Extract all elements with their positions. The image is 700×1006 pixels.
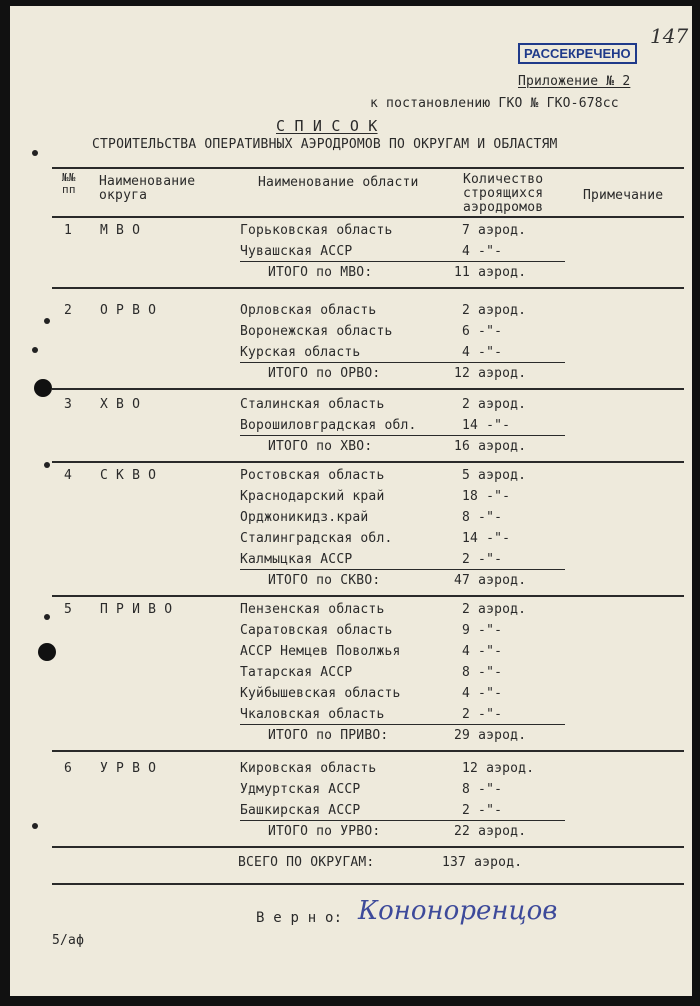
punch-hole [38, 643, 56, 661]
region-name: Чувашская АССР [240, 244, 353, 259]
district-number: 4 [64, 468, 73, 483]
subtotal-rule [240, 362, 565, 363]
header-num: №№ пп [62, 171, 76, 196]
region-name: Саратовская область [240, 623, 393, 638]
region-count: 4 -"- [462, 345, 503, 360]
page-number: 147 [650, 24, 689, 48]
region-name: Калмыцкая АССР [240, 552, 353, 567]
margin-mark [44, 318, 50, 324]
district-number: 3 [64, 397, 73, 412]
margin-mark [44, 462, 50, 468]
region-count: 6 -"- [462, 324, 503, 339]
header-note: Примечание [583, 188, 664, 203]
region-count: 2 аэрод. [462, 602, 527, 617]
group-separator [52, 461, 684, 463]
region-count: 8 -"- [462, 510, 503, 525]
appendix-label: Приложение № 2 [518, 74, 631, 89]
region-count: 4 -"- [462, 644, 503, 659]
district-name: С К В О [100, 468, 157, 483]
region-count: 2 -"- [462, 707, 503, 722]
region-count: 4 -"- [462, 686, 503, 701]
region-count: 9 -"- [462, 623, 503, 638]
region-count: 8 -"- [462, 665, 503, 680]
header-district: Наименование округа [99, 174, 196, 203]
region-name: Ворошиловградская обл. [240, 418, 417, 433]
district-name: Х В О [100, 397, 141, 412]
district-name: М В О [100, 223, 141, 238]
group-separator [52, 388, 684, 390]
district-number: 2 [64, 303, 73, 318]
region-count: 14 -"- [462, 531, 511, 546]
subtotal-rule [240, 261, 565, 262]
group-separator [52, 750, 684, 752]
subtotal-label: ИТОГО по МВО: [268, 265, 373, 280]
subtotal-label: ИТОГО по ОРВО: [268, 366, 381, 381]
region-name: Орджоникидз.край [240, 510, 369, 525]
subtotal-rule [240, 435, 565, 436]
district-number: 1 [64, 223, 73, 238]
district-name: У Р В О [100, 761, 157, 776]
region-count: 4 -"- [462, 244, 503, 259]
region-count: 8 -"- [462, 782, 503, 797]
region-name: Чкаловская область [240, 707, 385, 722]
document-title: С П И С О К [276, 117, 378, 135]
footer-code: 5/аф [52, 933, 85, 948]
region-count: 7 аэрод. [462, 223, 527, 238]
region-name: Горьковская область [240, 223, 393, 238]
table-top-rule [52, 167, 684, 169]
subtotal-label: ИТОГО по УРВО: [268, 824, 381, 839]
group-separator [52, 287, 684, 289]
region-name: Удмуртская АССР [240, 782, 361, 797]
subtotal-rule [240, 820, 565, 821]
document-subtitle: СТРОИТЕЛЬСТВА ОПЕРАТИВНЫХ АЭРОДРОМОВ ПО ОКРУГАМ И ОБЛАСТЯМ [92, 137, 558, 152]
subtotal-label: ИТОГО по СКВО: [268, 573, 381, 588]
region-name: Краснодарский край [240, 489, 385, 504]
region-name: АССР Немцев Поволжья [240, 644, 401, 659]
header-region: Наименование области [258, 175, 419, 190]
region-name: Кировская область [240, 761, 377, 776]
region-count: 14 -"- [462, 418, 511, 433]
region-name: Башкирская АССР [240, 803, 361, 818]
region-count: 2 -"- [462, 552, 503, 567]
grand-total-value: 137 аэрод. [442, 855, 523, 870]
region-count: 2 аэрод. [462, 303, 527, 318]
region-name: Орловская область [240, 303, 377, 318]
region-count: 2 аэрод. [462, 397, 527, 412]
group-separator [52, 846, 684, 848]
region-count: 12 аэрод. [462, 761, 535, 776]
district-number: 6 [64, 761, 73, 776]
region-name: Пензенская область [240, 602, 385, 617]
header-count: Количество строящихся аэродромов [463, 172, 544, 215]
region-name: Сталинская область [240, 397, 385, 412]
margin-mark [44, 614, 50, 620]
region-name: Воронежская область [240, 324, 393, 339]
district-name: О Р В О [100, 303, 157, 318]
region-name: Сталинградская обл. [240, 531, 393, 546]
grand-total-label: ВСЕГО ПО ОКРУГАМ: [238, 855, 375, 870]
subtotal-label: ИТОГО по ХВО: [268, 439, 373, 454]
group-separator [52, 595, 684, 597]
region-name: Татарская АССР [240, 665, 353, 680]
region-name: Ростовская область [240, 468, 385, 483]
subtotal-value: 22 аэрод. [454, 824, 527, 839]
margin-mark [32, 823, 38, 829]
margin-mark [32, 347, 38, 353]
certified-label: В е р н о: [256, 910, 343, 926]
subtotal-value: 12 аэрод. [454, 366, 527, 381]
margin-mark [32, 150, 38, 156]
region-count: 5 аэрод. [462, 468, 527, 483]
district-number: 5 [64, 602, 73, 617]
resolution-ref: к постановлению ГКО № ГКО-678сс [370, 96, 619, 111]
punch-hole [34, 379, 52, 397]
subtotal-value: 16 аэрод. [454, 439, 527, 454]
region-name: Курская область [240, 345, 361, 360]
region-count: 2 -"- [462, 803, 503, 818]
grand-total-rule [52, 883, 684, 885]
header-bottom-rule [52, 216, 684, 218]
subtotal-value: 47 аэрод. [454, 573, 527, 588]
signature: Кононоренцов [358, 896, 558, 926]
subtotal-label: ИТОГО по ПРИВО: [268, 728, 389, 743]
region-count: 18 -"- [462, 489, 511, 504]
declassified-stamp: РАССЕКРЕЧЕНО [518, 43, 637, 64]
subtotal-rule [240, 724, 565, 725]
subtotal-value: 29 аэрод. [454, 728, 527, 743]
district-name: П Р И В О [100, 602, 173, 617]
subtotal-rule [240, 569, 565, 570]
region-name: Куйбышевская область [240, 686, 401, 701]
subtotal-value: 11 аэрод. [454, 265, 527, 280]
